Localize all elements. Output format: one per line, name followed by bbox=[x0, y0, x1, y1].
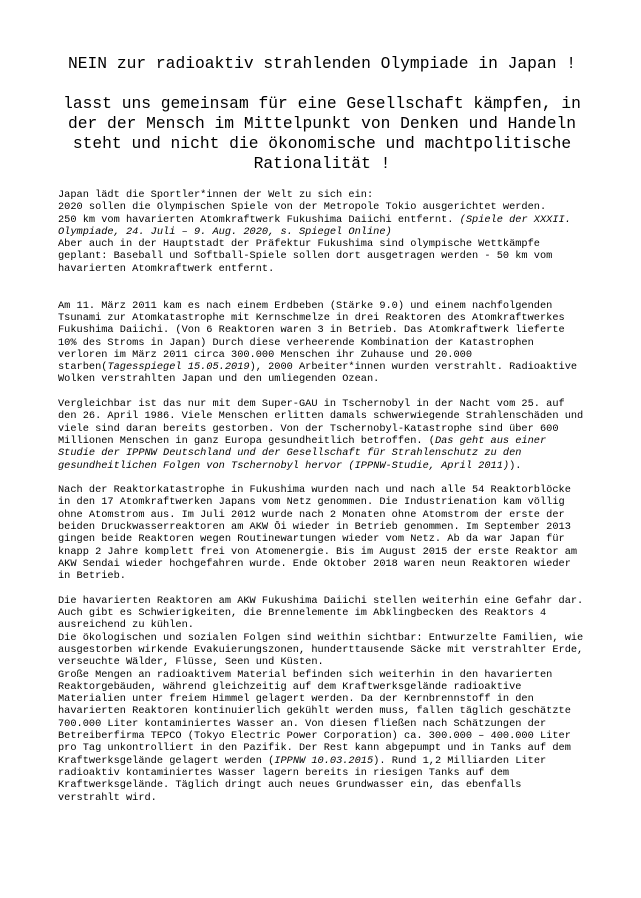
document-title: NEIN zur radioaktiv strahlenden Olympiade in Japan ! bbox=[67, 54, 577, 73]
paragraph-text: Am 11. März 2011 kam es nach einem Erdbeben (Stärke 9.0) und einem nachfolgenden Tsunami zur Atomkatastrophe mit Kernschmelze in drei Reaktoren des Atomkraftwerkes Fukushima Daiichi. (Von 6 Reaktoren waren 3 in Betrieb. Das Atomkraftwerk lieferte 10% des Stroms in Japan) Durch diese verheerende Kombination der Katastrophen verloren im März 2011 circa 300.000 Menschen ihr Zuhause und 20.000 starben( bbox=[58, 299, 565, 374]
paragraph-line bbox=[58, 669, 586, 804]
paragraph-olympics bbox=[58, 189, 586, 275]
citation: Das geht aus einer Studie der IPPNW Deutschland und der Gesellschaft für Strahlenschutz zu den gesundheitlichen Folgen von Tschernobyl hervor (IPPNW-Studie, April 2011) bbox=[58, 434, 547, 472]
citation: Tagesspiegel 15.05.2019 bbox=[107, 361, 250, 374]
paragraph-disaster bbox=[58, 300, 586, 386]
document-subtitle: lasst uns gemeinsam für eine Gesellschaft kämpfen, in der der Mensch im Mittelpunkt von Denken und Handeln steht und nicht die ökonomische und machtpolitische Rationalität ! bbox=[63, 94, 581, 173]
paragraph-line: Die havarierten Reaktoren am AKW Fukushima Daiichi stellen weiterhin eine Gefahr dar. Auch gibt es Schwierigkeiten, die Brennelemente im Abklingbecken des Reaktors 4 ausreichend zu kühlen. bbox=[58, 594, 584, 632]
paragraph-line: Aber auch in der Hauptstadt der Präfektur Fukushima sind olympische Wettkämpfe geplant: Baseball und Softball-Spiele sollen dort ausgetragen werden - 50 km vom havarierten Atomkraftwerk entfernt. bbox=[58, 238, 553, 275]
paragraph-reactors: Nach der Reaktorkatastrophe in Fukushima wurden nach und nach alle 54 Reaktorblöcke in den 17 Atomkraftwerken Japans vom Netz genommen. Die Industrienation kam völlig ohne Atomstrom aus. Im Juli 2012 wurde nach 2 Monaten ohne Atomstrom der erste der beiden Druckwasserreaktoren am AKW Ōi wieder in Betrieb genommen. Im September 2013 gingen beide Reaktoren wegen Routinewartungen wieder vom Netz. Ab da war Japan für knapp 2 Jahre komplett frei von Atomenergie. Bis im August 2015 der erste Reaktor am AKW Sendai wieder hochgefahren wurde. Ende Oktober 2018 waren neun Reaktoren wieder in Betrieb. bbox=[58, 484, 578, 583]
paragraph-text: 250 km vom havarierten Atomkraftwerk Fukushima Daiichi entfernt. bbox=[58, 213, 460, 226]
citation: (Spiele der XXXII. Olympiade, 24. Juli – 9. Aug. 2020, s. Spiegel Online) bbox=[58, 213, 571, 238]
paragraph-chernobyl bbox=[58, 398, 586, 472]
paragraph-text: ). Rund 1,2 Milliarden Liter radioaktiv kontaminiertes Wasser lagern bereits in riesigen Tanks auf dem Kraftwerksgelände. Täglich dringt auch neues Grundwasser ein, das ebenfalls verstrahlt wird. bbox=[58, 754, 547, 804]
paragraph-text: Vergleichbar ist das nur mit dem Super-GAU in Tschernobyl in der Nacht vom 25. auf den 26. April 1986. Viele Menschen erlitten damals schwerwiegende Strahlenschäden und viele sind daran bereits gestorben. Von der Tschernobyl-Katastrophe sind über 600 Millionen Menschen in ganz Europa gesundheitlich betroffen. ( bbox=[58, 398, 584, 447]
paragraph-line: 2020 sollen die Olympischen Spiele von der Metropole Tokio ausgerichtet werden. bbox=[58, 201, 547, 214]
paragraph-text: Große Mengen an radioaktivem Material befinden sich weiterhin in den havarierten Reaktorgebäuden, während gleichzeitig auf dem Kraftwerksgelände radioaktive Materialien unter freiem Himmel gelagert werden. Da der Kernbrennstoff in den havarierten Reaktoren kontinuierlich gekühlt werden muss, fallen täglich geschätzte 700.000 Liter kontaminiertes Wasser an. Von diesen fließen nach Schätzungen der Betreiberfirma TEPCO (Tokyo Electric Power Corporation) ca. 300.000 – 400.000 Liter pro Tag unkontrolliert in den Pazifik. Der Rest kann abgepumpt und in Tanks auf dem Kraftwerksgelände gelagert werden ( bbox=[58, 668, 571, 767]
document-body bbox=[58, 189, 586, 804]
paragraph-line: Japan lädt die Sportler*innen der Welt zu sich ein: bbox=[58, 189, 374, 201]
paragraph-line bbox=[58, 214, 586, 239]
citation: IPPNW 10.03.2015 bbox=[274, 754, 374, 767]
paragraph-text: ). bbox=[509, 459, 522, 472]
paragraph-consequences bbox=[58, 595, 586, 804]
paragraph-line: Die ökologischen und sozialen Folgen sind weithin sichtbar: Entwurzelte Familien, wie ausgestorben wirkende Evakuierungszonen, hunderttausende Säcke mit verstrahlter Erde, verseuchte Wälder, Flüsse, Seen und Küsten. bbox=[58, 631, 584, 669]
paragraph-text: ), 2000 Arbeiter*innen wurden verstrahlt. Radioaktive Wolken verstrahlten Japan und den umliegenden Ozean. bbox=[58, 361, 578, 386]
